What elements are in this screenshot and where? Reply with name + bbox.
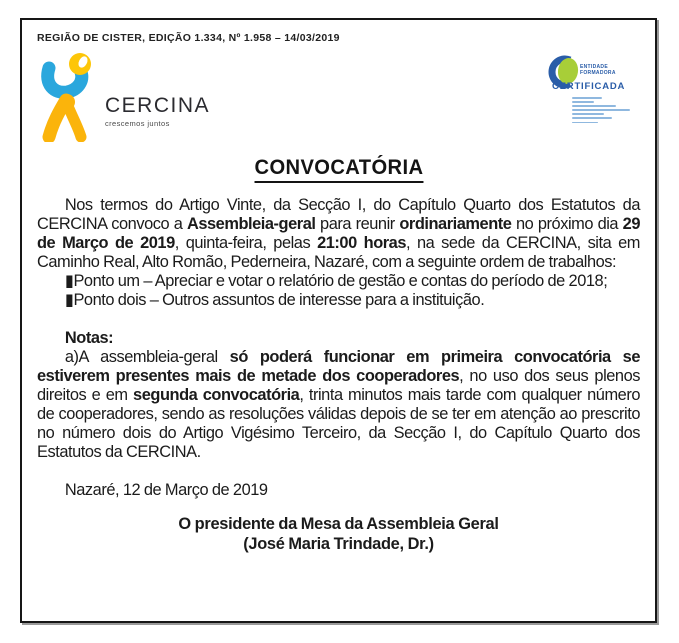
title-block [37, 156, 640, 183]
signature-name: (José Maria Trindade, Dr.) [243, 535, 434, 553]
cercina-wordmark [105, 95, 210, 128]
signature-block [37, 514, 640, 554]
agenda-item-one: ▮Ponto um – Apreciar e votar o relatório de gestão e contas do período de 2018; [64, 272, 608, 290]
note-a: a)A assembleia-geral só poderá funcionar em primeira convocatória se estiverem presentes mais de metade dos cooperadores, no uso dos seus plenos direitos e em segunda convocatória, trinta minutos mais tarde com qualquer número de cooperadores, sendo as resoluções válidas depois de se ter em atenção ao prescrito no número dois do Artigo Vigésimo Terceiro, da Secção I, do Capítulo Quarto dos Estatutos da CERCINA. [37, 348, 641, 461]
agenda-item-two: ▮Ponto dois – Outros assuntos de interesse para a instituição. [64, 291, 485, 309]
stamp-entity-label [580, 65, 616, 76]
notes-heading: Notas: [64, 329, 114, 347]
stamp-certified-label: CERTIFICADA [552, 81, 626, 92]
notice-body [37, 196, 640, 554]
place-date-line: Nazaré, 12 de Março de 2019 [64, 481, 268, 499]
logo-name: CERCINA [105, 94, 211, 117]
notice-sheet [20, 18, 657, 623]
masthead-edition-line: REGIÃO DE CISTER, EDIÇÃO 1.334, Nº 1.958 – 14/03/2019 [37, 32, 340, 44]
signature-role: O presidente da Mesa da Assembleia Geral [178, 515, 499, 533]
stamp-entity-line2: FORMADORA [580, 69, 616, 76]
cercina-figure-icon [37, 52, 99, 142]
stamp-entity-line1: ENTIDADE [580, 64, 608, 70]
logo-tagline: crescemos juntos [105, 119, 170, 128]
stamp-fine-print [572, 97, 630, 123]
header-row [37, 52, 640, 142]
cercina-logo [37, 52, 210, 142]
paragraph-intro: Nos termos do Artigo Vinte, da Secção I, do Capítulo Quarto dos Estatutos da CERCINA convoco a Assembleia-geral para reunir ordinariamente no próximo dia 29 de Março de 2019, quinta-feira, pelas 21:00 horas, na sede da CERCINA, sita em Caminho Real, Alto Romão, Pederneira, Nazaré, com a seguinte ordem de trabalhos: [37, 196, 641, 271]
page-title: CONVOCATÓRIA [254, 156, 423, 183]
certification-stamp [536, 54, 640, 132]
